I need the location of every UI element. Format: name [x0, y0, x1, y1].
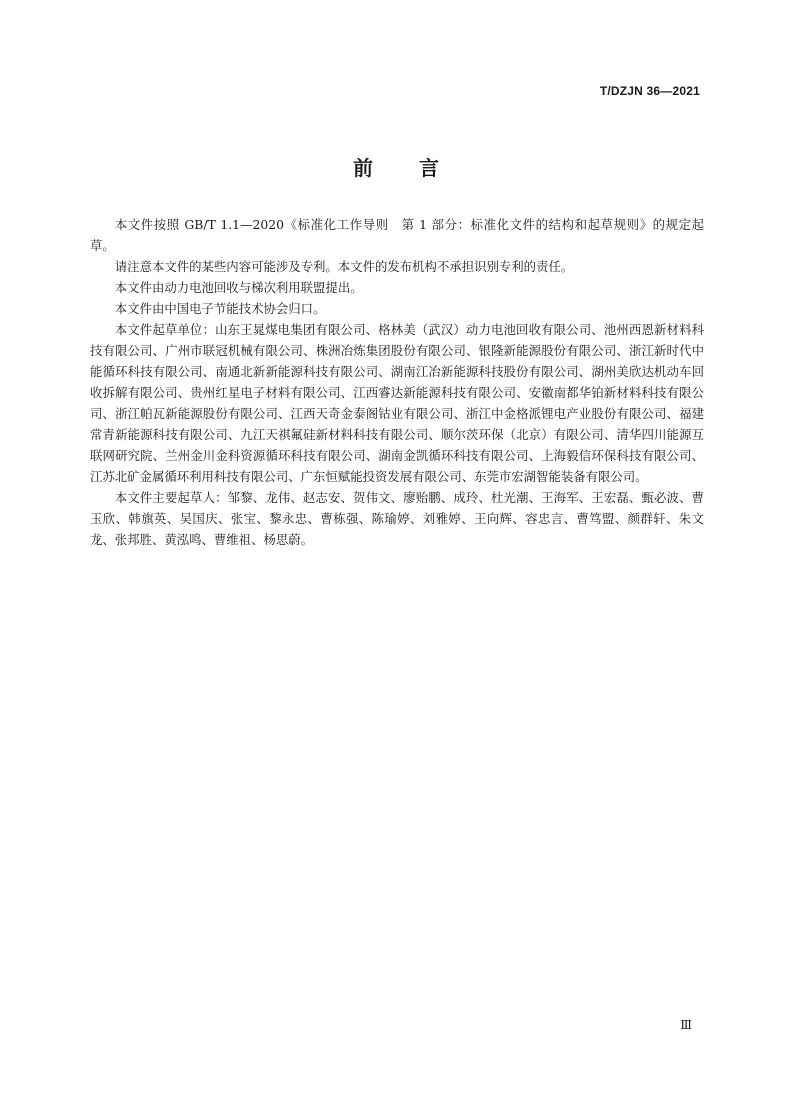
paragraph-drafters: 本文件主要起草人：邹黎、龙伟、赵志安、贺伟文、廖贻鹏、成玲、杜光潮、王海军、王宏磊、甄必波、曹玉欣、韩旗英、吴国庆、张宝、黎永忠、曹栋强、陈瑜婷、刘雅婷、王向辉、容忠言、曹笃盟、颜群轩、朱文龙、张邦胜、黄泓鸣、曹维祖、杨思蔚。 [90, 490, 704, 547]
paragraph-patent-notice: 请注意本文件的某些内容可能涉及专利。本文件的发布机构不承担识别专利的责任。 [114, 259, 574, 274]
paragraph-proposer: 本文件由动力电池回收与梯次利用联盟提出。 [114, 280, 363, 295]
page-number: Ⅲ [680, 1018, 692, 1032]
foreword-body [90, 214, 704, 550]
standard-code: T/DZJN 36—2021 [599, 84, 700, 98]
page-title: 前言 [353, 156, 485, 180]
paragraph-drafting-rules: 本文件按照 GB/T 1.1—2020《标准化工作导则 第 1 部分：标准化文件的结构和起草规则》的规定起草。 [90, 217, 704, 253]
paragraph-drafting-units: 本文件起草单位：山东王晁煤电集团有限公司、格林美（武汉）动力电池回收有限公司、池州西恩新材料科技有限公司、广州市联冠机械有限公司、株洲冶炼集团股份有限公司、银隆新能源股份有限公司、浙江新时代中能循环科技有限公司、南通北新新能源科技有限公司、湖南江冶新能源科技股份有限公司、湖州美欣达机动车回收拆解有限公司、贵州红星电子材料有限公司、江西睿达新能源科技有限公司、安徽南都华铂新材料科技有限公司、浙江帕瓦新能源股份有限公司、江西天奇金泰阁钴业有限公司、浙江中金格派锂电产业股份有限公司、福建常青新能源科技有限公司、九江天祺氟硅新材料科技有限公司、顺尔茨环保（北京）有限公司、清华四川能源互联网研究院、兰州金川金科资源循环科技有限公司、湖南金凯循环科技有限公司、上海毅信环保科技有限公司、江苏北矿金属循环利用科技有限公司、广东恒赋能投资发展有限公司、东莞市宏湖智能装备有限公司。 [90, 322, 704, 484]
paragraph-administrator: 本文件由中国电子节能技术协会归口。 [114, 301, 326, 316]
